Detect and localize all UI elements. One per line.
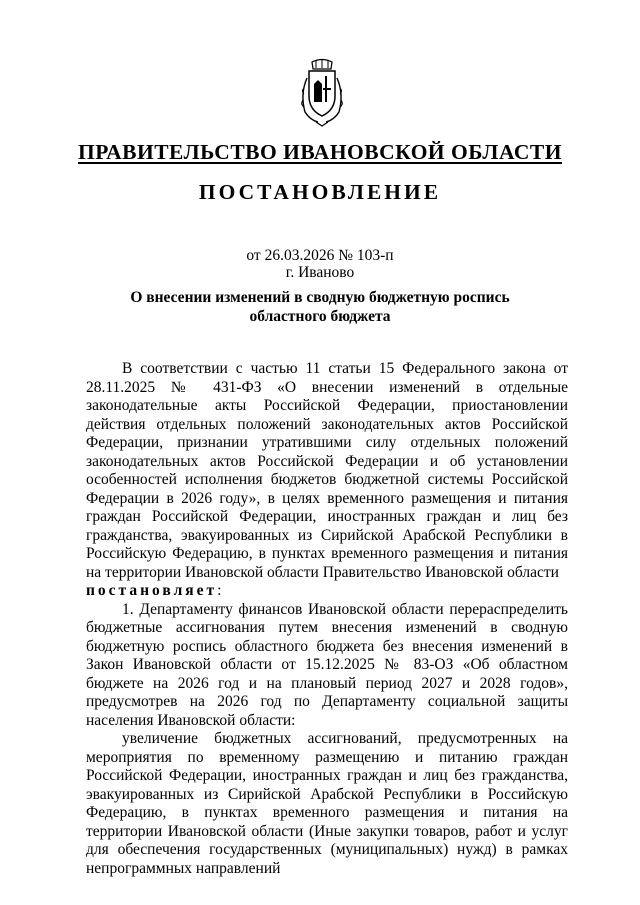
document-type: ПОСТАНОВЛЕНИЕ	[198, 180, 442, 204]
document-subject: О внесении изменений в сводную бюджетную роспись областного бюджета	[130, 289, 510, 325]
city: г. Иваново	[285, 264, 355, 281]
document-body	[86, 360, 568, 878]
paragraph-preamble: В соответствии с частью 11 статьи 15 Федерального закона от 28.11.2025 № 431-ФЗ «О внесении изменений в отдельные законодательные акты Российской Федерации, приостановлении действия отдельных положений законодательных актов Российской Федерации, признании утратившими силу отдельных положений законодательных актов Российской Федерации и об установлении особенностей исполнения бюджетов бюджетной системы Российской Федерации в 2026 году», в целях временного размещения и питания граждан Российской Федерации, иностранных граждан и лиц без гражданства, эвакуированных из Сирийской Арабской Республики в Российскую Федерацию, в пунктах временного размещения и питания на территории Ивановской области Правительство Ивановской области постановляет:	[86, 360, 568, 599]
coat-of-arms-icon	[298, 58, 346, 128]
paragraph-increase: увеличение бюджетных ассигнований, предусмотренных на мероприятия по временному размещению и питанию граждан Российской Федерации, иностранных граждан и лиц без гражданства, эвакуированных из Сирийской Арабской Республики в Российскую Федерацию, в пунктах временного размещения и питания на территории Ивановской области (Иные закупки товаров, работ и услуг для обеспечения государственных (муниципальных) нужд) в рамках непрограммных направлений	[86, 730, 568, 877]
organization-title: ПРАВИТЕЛЬСТВО ИВАНОВСКОЙ ОБЛАСТИ	[78, 140, 562, 164]
decree-word: постановляет	[86, 582, 218, 599]
preamble-text: В соответствии с частью 11 статьи 15 Федерального закона от 28.11.2025 № 431-ФЗ «О внесении изменений в отдельные законодательные акты Российской Федерации, приостановлении действия отдельных положений законодательных актов Российской Федерации, признании утратившими силу отдельных положений законодательных актов Российской Федерации и об установлении особенностей исполнения бюджетов бюджетной системы Российской Федерации в 2026 году», в целях временного размещения и питания граждан Российской Федерации, иностранных граждан и лиц без гражданства, эвакуированных из Сирийской Арабской Республики в Российскую Федерацию, в пунктах временного размещения и питания на территории Ивановской области Правительство Ивановской области	[86, 360, 568, 581]
paragraph-item-1: 1. Департаменту финансов Ивановской области перераспределить бюджетные ассигнования путем внесения изменений в сводную бюджетную роспись областного бюджета без внесения изменений в Закон Ивановской области от 15.12.2025 № 83-ОЗ «Об областном бюджете на 2026 год и на плановый период 2027 и 2028 годов», предусмотрев на 2026 год по Департаменту социальной защиты населения Ивановской области:	[86, 600, 568, 729]
date-and-number: от 26.03.2026 № 103-п	[246, 247, 394, 264]
